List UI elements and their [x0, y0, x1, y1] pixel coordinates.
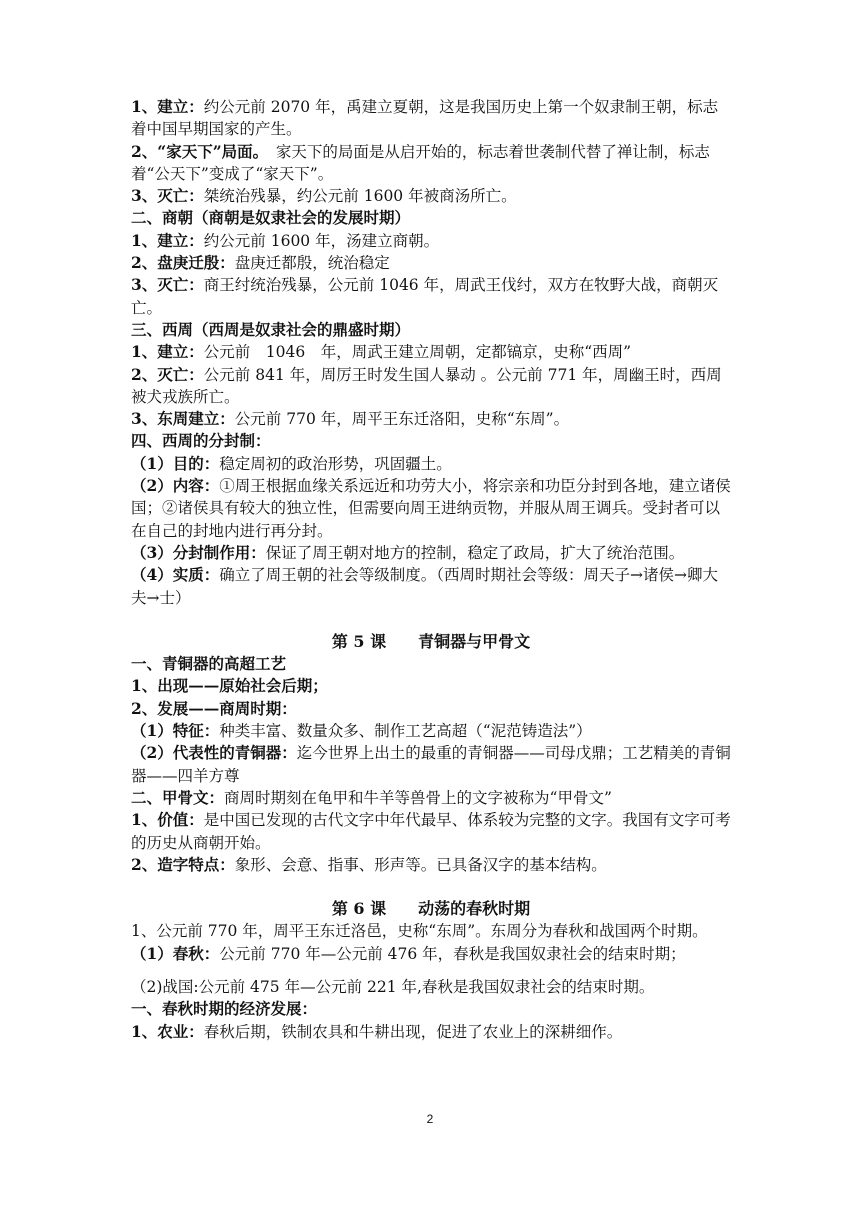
text-line	[131, 475, 731, 542]
line-text: 迄今世界上出土的最重的青铜器——司母戊鼎；工艺精美的青铜器——四羊方尊	[131, 744, 731, 785]
line-label: 2、盘庚迁殷：	[131, 253, 235, 273]
text-line	[131, 319, 731, 341]
section-xia-shang-zhou	[131, 96, 731, 609]
line-label: 2、“家天下”局面。	[131, 141, 261, 161]
text-line	[131, 430, 731, 452]
text-line	[131, 408, 731, 430]
line-label: 1、建立：	[131, 230, 204, 250]
text-line	[131, 787, 731, 809]
page-number: 2	[426, 1112, 434, 1126]
line-text: 桀统治残暴，约公元前 1600 年被商汤所亡。	[203, 187, 517, 206]
text-line	[131, 185, 731, 207]
line-text: 商王纣统治残暴，公元前 1046 年，周武王伐纣，双方在牧野大战，商朝灭亡。	[131, 276, 719, 317]
text-line	[131, 207, 731, 229]
line-label: （2）代表性的青铜器：	[131, 743, 297, 763]
line-text: 约公元前 1600 年，汤建立商朝。	[203, 231, 440, 250]
line-label: （3）分封制作用：	[131, 542, 266, 562]
line-label: （4）实质：	[131, 565, 220, 585]
line-label: 三、西周（西周是奴隶社会的鼎盛时期）	[131, 319, 411, 339]
line-text: 稳定周初的政治形势，巩固疆土。	[219, 454, 452, 473]
line-text: 约公元前 2070 年，禹建立夏朝，这是我国历史上第一个奴隶制王朝，标志着中国早期国家的产生。	[131, 98, 719, 139]
text-line	[131, 675, 731, 697]
lesson-5-title: 第 5 课 青铜器与甲骨文	[331, 631, 531, 651]
line-label: 3、东周建立：	[131, 409, 235, 429]
text-line	[131, 564, 731, 609]
line-label: 1、建立：	[131, 97, 204, 116]
line-label: 一、青铜器的高超工艺	[131, 654, 287, 674]
lesson-6-title: 第 6 课 动荡的春秋时期	[331, 899, 531, 919]
line-text: 公元前 841 年，周厉王时发生国人暴动 。公元前 771 年，周幽王时，西周被犬戎族所亡。	[131, 365, 722, 406]
line-label: 二、商朝（商朝是奴隶社会的发展时期）	[131, 208, 411, 228]
section-lesson-6	[131, 920, 731, 965]
line-text: 保证了周王朝对地方的控制，稳定了政局，扩大了统治范围。	[265, 543, 685, 562]
line-text: 种类丰富、数量众多、制作工艺高超（“泥范铸造法”）	[219, 722, 592, 741]
line-text: 象形、会意、指事、形声等。已具备汉字的基本结构。	[234, 855, 607, 874]
text-line	[131, 742, 731, 787]
text-line	[131, 542, 731, 564]
line-text: ①周王根据血缘关系远近和功劳大小，将宗亲和功臣分封到各地，建立诸侯国；②诸侯具有较大的独立性，但需要向周王进纳贡物，并服从周王调兵。受封者可以在自己的封地内进行再分封。	[131, 477, 731, 540]
text-line	[131, 854, 731, 876]
line-text: 1、公元前 770 年，周平王东迁洛邑，史称“东周”。东周分为春秋和战国两个时期。	[131, 922, 708, 941]
line-label: （1）春秋：	[131, 943, 220, 963]
line-text: 春秋后期，铁制农具和牛耕出现，促进了农业上的深耕细作。	[203, 1022, 623, 1041]
text-line	[131, 720, 731, 742]
text-line	[131, 998, 731, 1020]
line-label: 1、建立：	[131, 342, 204, 362]
text-line	[131, 364, 731, 409]
line-label: 1、农业：	[131, 1021, 204, 1041]
line-text: 公元前 770 年—公元前 476 年，春秋是我国奴隶社会的结束时期；	[219, 944, 686, 963]
line-label: 一、春秋时期的经济发展：	[131, 999, 318, 1019]
line-label: 1、出现——原始社会后期；	[131, 676, 328, 696]
text-line	[131, 96, 731, 141]
text-line	[131, 653, 731, 675]
line-text: 盘庚迁都殷，统治稳定	[234, 254, 390, 273]
line-text: 家天下的局面是从启开始的，标志着世袭制代替了禅让制，标志着“公天下”变成了“家天下”。	[131, 142, 710, 183]
line-text: 是中国已发现的古代文字中年代最早、体系较为完整的文字。我国有文字可考的历史从商朝开始。	[131, 811, 731, 852]
line-label: （1）目的：	[131, 453, 220, 473]
text-line	[131, 252, 731, 274]
line-label: （2）内容：	[131, 476, 220, 496]
text-line	[131, 698, 731, 720]
section-lesson-6-continued	[131, 976, 731, 1043]
line-label: 2、造字特点：	[131, 854, 235, 874]
line-text: 商周时期刻在龟甲和牛羊等兽骨上的文字被称为“甲骨文”	[224, 788, 612, 807]
line-label: 3、灭亡：	[131, 275, 204, 295]
line-label: 1、价值：	[131, 810, 204, 830]
line-label: （1）特征：	[131, 721, 220, 741]
line-label: 3、灭亡：	[131, 186, 204, 206]
line-label: 四、西周的分封制：	[131, 431, 271, 451]
text-line	[131, 1021, 731, 1043]
section-lesson-5	[131, 653, 731, 876]
text-line	[131, 230, 731, 252]
text-line	[131, 809, 731, 854]
page-content	[131, 96, 731, 1043]
text-line	[131, 943, 731, 965]
text-line	[131, 341, 731, 363]
line-text: （2)战国:公元前 475 年—公元前 221 年,春秋是我国奴隶社会的结束时期。	[131, 977, 655, 996]
text-line	[131, 453, 731, 475]
line-text: 公元前 1046 年，周武王建立周朝，定都镐京，史称“西周”	[203, 343, 632, 362]
line-label: 二、甲骨文：	[131, 787, 225, 807]
line-text: 公元前 770 年，周平王东迁洛阳，史称“东周”。	[234, 410, 570, 429]
text-line	[131, 141, 731, 186]
line-label: 2、灭亡：	[131, 364, 204, 384]
line-label: 2、发展——商周时期：	[131, 698, 297, 718]
text-line	[131, 976, 731, 998]
line-text: 确立了周王朝的社会等级制度。（西周时期社会等级：周天子→诸侯→卿大夫→士）	[131, 566, 719, 607]
text-line	[131, 274, 731, 319]
text-line	[131, 920, 731, 942]
